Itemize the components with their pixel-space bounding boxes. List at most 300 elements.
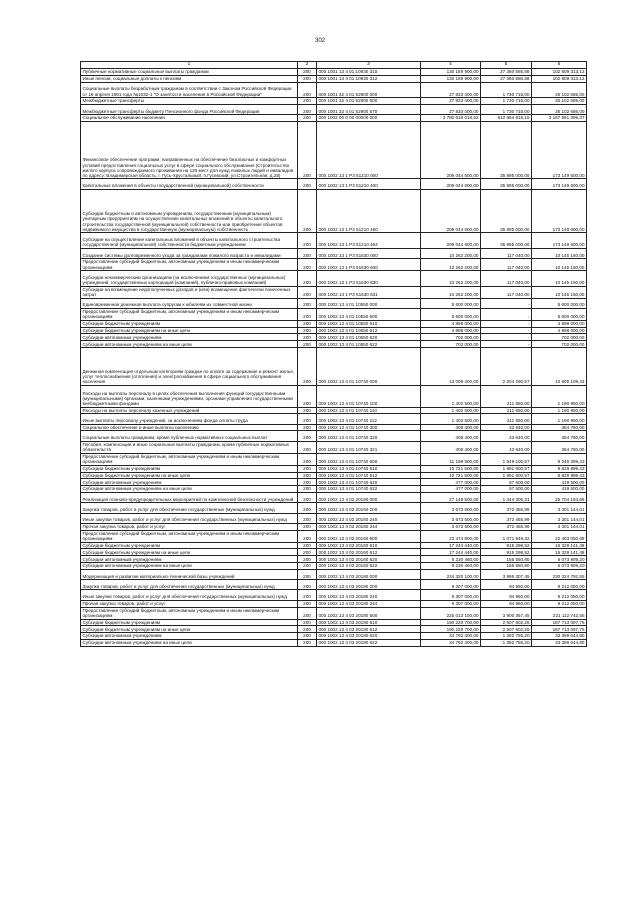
unexecuted-amount-cell: 187 713 097,75 xyxy=(532,626,587,633)
executed-amount-cell: 372 455,99 xyxy=(481,523,532,530)
executed-amount-cell: 1 730 715,00 xyxy=(481,98,532,105)
approved-amount-cell: 10 262 200,00 xyxy=(421,271,481,287)
table-row xyxy=(81,115,587,122)
budget-code-cell: 000 1002 13 1 P3 51210 460 xyxy=(317,189,421,233)
row-name-cell: Субсидии автономным учреждениям xyxy=(81,334,298,341)
table-row xyxy=(81,334,587,341)
row-name-cell: Предоставление субсидий бюджетным, автономным учреждениям и иным некоммерческим организациям xyxy=(81,453,298,465)
approved-amount-cell: 23 474 900,00 xyxy=(421,530,481,542)
table-row xyxy=(81,530,587,542)
budget-code-cell: 000 1002 13 4 03 20180 200 xyxy=(317,580,421,590)
approved-amount-cell: 5 600 000,00 xyxy=(421,298,481,308)
table-row xyxy=(81,453,587,465)
budget-code-cell: 000 1002 13 4 01 10740 300 xyxy=(317,424,421,431)
row-name-cell: Субсидии автономным учреждениям на иные цели xyxy=(81,341,298,348)
approved-amount-cell: 702 000,00 xyxy=(421,341,481,348)
approved-amount-cell: 11 198 500,00 xyxy=(421,453,481,465)
budget-code-cell: 000 1002 13 1 P3 51630 630 xyxy=(317,271,421,287)
table-row xyxy=(81,104,587,114)
budget-code-cell: 000 1002 13 4 02 20160 612 xyxy=(317,549,421,556)
executed-amount-cell: 117 040,00 xyxy=(481,259,532,271)
row-name-cell: Закупка товаров, работ и услуг для обеспечения государственных (муниципальных) нужд xyxy=(81,503,298,513)
executed-amount-cell: 372 455,99 xyxy=(481,503,532,513)
unexecuted-amount-cell: 1 190 950,00 xyxy=(532,414,587,424)
budget-code-cell: 000 1002 13 4 02 20160 240 xyxy=(317,513,421,523)
table-row xyxy=(81,479,587,486)
budget-code-cell: 000 1002 13 4 03 20180 600 xyxy=(317,607,421,619)
table-row xyxy=(81,590,587,600)
line-code-cell: 200 xyxy=(298,104,317,114)
line-code-cell: 200 xyxy=(298,75,317,82)
executed-amount-cell: 211 550,00 xyxy=(481,385,532,407)
line-code-cell: 200 xyxy=(298,569,317,579)
line-code-cell: 200 xyxy=(298,414,317,424)
budget-code-cell: 000 1002 13 4 02 20160 000 xyxy=(317,492,421,502)
column-number: 2 xyxy=(298,62,317,69)
unexecuted-amount-cell: 26 102 685,00 xyxy=(532,104,587,114)
executed-amount-cell: - xyxy=(481,327,532,334)
budget-code-cell: 000 1001 32 4 01 52900 000 xyxy=(317,82,421,98)
unexecuted-amount-cell: 364 760,00 xyxy=(532,441,587,453)
line-code-cell: 200 xyxy=(298,619,317,626)
unexecuted-amount-cell: 187 713 097,75 xyxy=(532,619,587,626)
line-code-cell: 200 xyxy=(298,549,317,556)
table-row xyxy=(81,563,587,570)
budget-code-cell: 000 1001 32 4 01 52900 500 xyxy=(317,98,421,105)
line-code-cell: 200 xyxy=(298,626,317,633)
unexecuted-amount-cell: 5 600 000,00 xyxy=(532,308,587,320)
budget-code-cell: 000 1002 13 4 03 20180 244 xyxy=(317,600,421,607)
unexecuted-amount-cell: 10 805 109,43 xyxy=(532,348,587,386)
row-name-cell: Предоставление субсидий бюджетным, автономным учреждениям и иным некоммерческим организациям xyxy=(81,530,298,542)
row-name-cell: Субсидии бюджетным учреждениям на иные цели xyxy=(81,472,298,479)
unexecuted-amount-cell: 173 149 600,00 xyxy=(532,179,587,189)
approved-amount-cell: 10 721 500,00 xyxy=(421,465,481,472)
unexecuted-amount-cell: 173 149 600,00 xyxy=(532,233,587,249)
executed-amount-cell: - xyxy=(481,334,532,341)
table-row xyxy=(81,580,587,590)
executed-amount-cell: 94 950,00 xyxy=(481,590,532,600)
row-name-cell: Расходы на выплаты персоналу казенных учреждений xyxy=(81,407,298,414)
approved-amount-cell: 9 307 000,00 xyxy=(421,590,481,600)
line-code-cell: 200 xyxy=(298,441,317,453)
budget-code-cell: 000 1002 13 4 01 10550 000 xyxy=(317,298,421,308)
row-name-cell: Социальные выплаты безработным гражданам в соответствии с Законом Российской Федерации от 19 апреля 1991 года №1032-1 "О занятости населения в Российской Федерации" xyxy=(81,82,298,98)
unexecuted-amount-cell: 5 600 000,00 xyxy=(532,298,587,308)
budget-code-cell: 000 1002 13 4 01 10740 612 xyxy=(317,472,421,479)
budget-code-cell: 000 1002 13 1 P3 51210 000 xyxy=(317,121,421,179)
row-name-cell: Иные выплаты персоналу учреждений, за исключением фонда оплаты труда xyxy=(81,414,298,424)
executed-amount-cell: - xyxy=(481,308,532,320)
approved-amount-cell: 6 230 460,00 xyxy=(421,563,481,570)
line-code-cell: 200 xyxy=(298,327,317,334)
budget-code-cell: 000 1002 00 0 00 00000 000 xyxy=(317,115,421,122)
row-name-cell: Закупка товаров, работ и услуг для обеспечения государственных (муниципальных) нужд xyxy=(81,580,298,590)
unexecuted-amount-cell: 10 145 160,00 xyxy=(532,286,587,298)
budget-code-cell: 000 1002 13 4 03 20180 000 xyxy=(317,569,421,579)
budget-code-cell: 000 1002 13 1 P3 51210 400 xyxy=(317,179,421,189)
table-row xyxy=(81,523,587,530)
table-row xyxy=(81,407,587,414)
line-code-cell: 200 xyxy=(298,348,317,386)
budget-code-cell: 000 1001 13 4 01 10930 310 xyxy=(317,69,421,76)
executed-amount-cell: 57 500,00 xyxy=(481,479,532,486)
budget-code-cell: 000 1002 13 4 01 10550 612 xyxy=(317,327,421,334)
executed-amount-cell: 1 730 715,00 xyxy=(481,82,532,98)
unexecuted-amount-cell: 16 329 141,48 xyxy=(532,549,587,556)
table-row xyxy=(81,542,587,549)
line-code-cell: 200 xyxy=(298,486,317,493)
executed-amount-cell: - xyxy=(481,341,532,348)
unexecuted-amount-cell: 4 898 000,00 xyxy=(532,320,587,327)
row-name-cell: Субсидии некоммерческим организациям (за исключением государственных (муниципальных) учреждений, государственных корпораций (компаний), публично-правовых компаний) xyxy=(81,271,298,287)
budget-code-cell: 000 1002 13 4 02 20160 200 xyxy=(317,503,421,513)
executed-amount-cell: 2 507 602,25 xyxy=(481,626,532,633)
column-number: 5 xyxy=(481,62,532,69)
approved-amount-cell: 408 400,00 xyxy=(421,441,481,453)
line-code-cell: 200 xyxy=(298,69,317,76)
table-row xyxy=(81,492,587,502)
executed-amount-cell: 612 664 919,15 xyxy=(481,115,532,122)
approved-amount-cell: 209 044 600,00 xyxy=(421,121,481,179)
budget-code-cell: 000 1002 13 4 01 10550 620 xyxy=(317,334,421,341)
line-code-cell: 200 xyxy=(298,115,317,122)
line-code-cell: 200 xyxy=(298,633,317,640)
approved-amount-cell: 10 262 200,00 xyxy=(421,248,481,258)
unexecuted-amount-cell: 102 809 313,12 xyxy=(532,75,587,82)
budget-code-cell: 000 1002 13 4 02 20160 600 xyxy=(317,530,421,542)
row-name-cell: Субсидии на возмещение недополученных доходов и (или) возмещение фактически понесенных затрат xyxy=(81,286,298,298)
executed-amount-cell: 1 949 100,57 xyxy=(481,453,532,465)
unexecuted-amount-cell: 4 898 000,00 xyxy=(532,327,587,334)
budget-code-cell: 000 1002 13 4 03 20180 240 xyxy=(317,590,421,600)
row-name-cell: Предоставление субсидий бюджетным, автономным учреждениям и иным некоммерческим организациям xyxy=(81,259,298,271)
line-code-cell: 200 xyxy=(298,320,317,327)
unexecuted-amount-cell: 9 212 050,00 xyxy=(532,600,587,607)
table-row xyxy=(81,385,587,407)
unexecuted-amount-cell: 173 149 600,00 xyxy=(532,189,587,233)
executed-amount-cell: 156 550,80 xyxy=(481,556,532,563)
budget-code-cell: 000 1002 13 4 01 10740 321 xyxy=(317,441,421,453)
unexecuted-amount-cell: 702 000,00 xyxy=(532,334,587,341)
row-name-cell: Прочая закупка товаров, работ и услуг xyxy=(81,600,298,607)
budget-code-cell: 000 1002 13 4 02 20160 620 xyxy=(317,556,421,563)
row-name-cell: Межбюджетные трансферты бюджету Пенсионного фонда Российской Федерации xyxy=(81,104,298,114)
unexecuted-amount-cell: 364 760,00 xyxy=(532,424,587,431)
row-name-cell: Субсидии бюджетным и автономным учреждениям, государственным (муниципальным) унитарным предприятиям на осуществление капитальных вложений в объекты капитального строительства государственной (муниципальной) собственности или приобретение объектов недвижимого имущества в государственную (муниципальную) собственность xyxy=(81,189,298,233)
unexecuted-amount-cell: 102 809 313,12 xyxy=(532,69,587,76)
line-code-cell: 200 xyxy=(298,98,317,105)
row-name-cell: Иные пенсии, социальные доплаты к пенсиям xyxy=(81,75,298,82)
unexecuted-amount-cell: 33 399 644,80 xyxy=(532,639,587,646)
unexecuted-amount-cell: 419 500,00 xyxy=(532,486,587,493)
line-code-cell: 200 xyxy=(298,492,317,502)
budget-code-cell: 000 1002 13 4 01 10740 100 xyxy=(317,385,421,407)
table-row xyxy=(81,298,587,308)
row-name-cell: Единовременная денежная выплата супругам к юбилеям их совместной жизни xyxy=(81,298,298,308)
row-name-cell: Создание системы долговременного ухода за гражданами пожилого возраста и инвалидами xyxy=(81,248,298,258)
line-code-cell: 200 xyxy=(298,503,317,513)
table-row xyxy=(81,320,587,327)
line-code-cell: 200 xyxy=(298,424,317,431)
line-code-cell: 200 xyxy=(298,334,317,341)
budget-code-cell: 000 1002 13 4 01 10740 622 xyxy=(317,486,421,493)
row-name-cell: Субсидии бюджетным учреждениям на иные цели xyxy=(81,626,298,633)
table-row xyxy=(81,259,587,271)
executed-amount-cell: 1 071 849,32 xyxy=(481,530,532,542)
executed-amount-cell: 1 392 755,20 xyxy=(481,639,532,646)
approved-amount-cell: 190 220 700,00 xyxy=(421,619,481,626)
table-row xyxy=(81,639,587,646)
executed-amount-cell: 1 444 305,31 xyxy=(481,492,532,502)
table-row xyxy=(81,233,587,249)
approved-amount-cell: 477 000,00 xyxy=(421,479,481,486)
executed-amount-cell: 915 298,52 xyxy=(481,549,532,556)
approved-amount-cell: 10 721 500,00 xyxy=(421,472,481,479)
page-number: 302 xyxy=(314,38,325,44)
budget-code-cell: 000 1002 13 4 01 10740 320 xyxy=(317,431,421,441)
row-name-cell: Социальное обеспечение и иные выплаты населению xyxy=(81,424,298,431)
approved-amount-cell: 34 792 400,00 xyxy=(421,639,481,646)
approved-amount-cell: 13 009 400,00 xyxy=(421,348,481,386)
unexecuted-amount-cell: 8 829 899,43 xyxy=(532,465,587,472)
table-row xyxy=(81,556,587,563)
approved-amount-cell: 190 220 700,00 xyxy=(421,626,481,633)
executed-amount-cell: 1 891 600,57 xyxy=(481,465,532,472)
table-row xyxy=(81,98,587,105)
unexecuted-amount-cell: 9 249 399,43 xyxy=(532,453,587,465)
row-name-cell: Модернизация и развитие материально-технической базы учреждений xyxy=(81,569,298,579)
row-name-cell: Прочая закупка товаров, работ и услуг xyxy=(81,523,298,530)
row-name-cell: Субсидии бюджетным учреждениям на иные цели xyxy=(81,549,298,556)
unexecuted-amount-cell: 230 324 792,55 xyxy=(532,569,587,579)
line-code-cell: 200 xyxy=(298,431,317,441)
table-row xyxy=(81,69,587,76)
table-row xyxy=(81,619,587,626)
budget-code-cell: 000 1002 13 4 01 10550 600 xyxy=(317,308,421,320)
executed-amount-cell: 372 455,99 xyxy=(481,513,532,523)
approved-amount-cell: 209 044 600,00 xyxy=(421,179,481,189)
executed-amount-cell: 117 040,00 xyxy=(481,248,532,258)
unexecuted-amount-cell: 221 112 742,55 xyxy=(532,607,587,619)
approved-amount-cell: 10 262 200,00 xyxy=(421,259,481,271)
executed-amount-cell: 117 040,00 xyxy=(481,271,532,287)
approved-amount-cell: 1 402 500,00 xyxy=(421,385,481,407)
row-name-cell: Предоставление субсидий бюджетным, автономным учреждениям и иным некоммерческим организациям xyxy=(81,607,298,619)
line-code-cell: 200 xyxy=(298,639,317,646)
approved-amount-cell: 3 673 600,00 xyxy=(421,523,481,530)
approved-amount-cell: 225 013 100,00 xyxy=(421,607,481,619)
unexecuted-amount-cell: 10 145 160,00 xyxy=(532,248,587,258)
line-code-cell: 200 xyxy=(298,179,317,189)
approved-amount-cell: 4 898 000,00 xyxy=(421,327,481,334)
row-name-cell: Субсидии автономным учреждениям xyxy=(81,556,298,563)
budget-code-cell: 000 1002 13 4 01 10740 000 xyxy=(317,348,421,386)
budget-code-cell: 000 1002 13 4 03 20180 620 xyxy=(317,633,421,640)
unexecuted-amount-cell: 702 000,00 xyxy=(532,341,587,348)
approved-amount-cell: 408 400,00 xyxy=(421,431,481,441)
table-row xyxy=(81,248,587,258)
executed-amount-cell: 94 950,00 xyxy=(481,580,532,590)
executed-amount-cell: 156 550,80 xyxy=(481,563,532,570)
executed-amount-cell: 211 550,00 xyxy=(481,407,532,414)
executed-amount-cell: 117 040,00 xyxy=(481,286,532,298)
unexecuted-amount-cell: 1 190 950,00 xyxy=(532,407,587,414)
executed-amount-cell: 43 640,00 xyxy=(481,441,532,453)
budget-code-cell: 000 1002 13 4 01 10740 112 xyxy=(317,414,421,424)
budget-code-cell: 000 1001 13 4 01 10930 312 xyxy=(317,75,421,82)
table-row xyxy=(81,431,587,441)
row-name-cell: Финансовое обеспечение программ, направленных на обеспечение безопасных и комфортных условий предоставления социальных услуг в сфере социального обслуживания (Строительство жилого корпуса сопровождаемого проживания на 130 мест для нужд пожилых людей и инвалидов по адресу: Владимирская область, г. Гусь-Хрустальный, п.Гусевский, ул.Строительная, д.28) xyxy=(81,121,298,179)
table-row xyxy=(81,82,587,98)
line-code-cell: 200 xyxy=(298,233,317,249)
executed-amount-cell: 2 507 602,25 xyxy=(481,619,532,626)
line-code-cell: 200 xyxy=(298,271,317,287)
budget-code-cell: 000 1002 13 4 03 20180 612 xyxy=(317,626,421,633)
executed-amount-cell: 211 550,00 xyxy=(481,414,532,424)
executed-amount-cell: 35 895 000,00 xyxy=(481,233,532,249)
line-code-cell: 200 xyxy=(298,407,317,414)
row-name-cell: Субсидии бюджетным учреждениям xyxy=(81,320,298,327)
line-code-cell: 200 xyxy=(298,465,317,472)
table-row xyxy=(81,271,587,287)
table-row xyxy=(81,607,587,619)
approved-amount-cell: 27 833 400,00 xyxy=(421,104,481,114)
line-code-cell: 200 xyxy=(298,248,317,258)
row-name-cell: Субсидии бюджетным учреждениям xyxy=(81,619,298,626)
table-row xyxy=(81,179,587,189)
column-number: 1 xyxy=(81,62,298,69)
row-name-cell: Денежная компенсация отдельным категориям граждан по оплате за содержание и ремонт жилья, услуг теплоснабжения (отопления) и электроснабжения в сфере социального обслуживания населения xyxy=(81,348,298,386)
row-name-cell: Пособия, компенсации и иные социальные выплаты гражданам, кроме публичных нормативных обязательств xyxy=(81,441,298,453)
approved-amount-cell: 3 673 600,00 xyxy=(421,503,481,513)
table-row xyxy=(81,414,587,424)
line-code-cell: 200 xyxy=(298,590,317,600)
approved-amount-cell: 6 230 460,00 xyxy=(421,556,481,563)
table-row xyxy=(81,600,587,607)
budget-code-cell: 000 1002 13 4 03 20180 622 xyxy=(317,639,421,646)
approved-amount-cell: 34 792 400,00 xyxy=(421,633,481,640)
approved-amount-cell: 17 244 440,00 xyxy=(421,542,481,549)
unexecuted-amount-cell: 419 500,00 xyxy=(532,479,587,486)
line-code-cell: 200 xyxy=(298,607,317,619)
budget-code-cell: 000 1002 13 4 01 10550 610 xyxy=(317,320,421,327)
table-row xyxy=(81,633,587,640)
budget-execution-table xyxy=(80,61,587,647)
row-name-cell: Межбюджетные трансферты xyxy=(81,98,298,105)
table-row xyxy=(81,75,587,82)
approved-amount-cell: 27 833 400,00 xyxy=(421,82,481,98)
unexecuted-amount-cell: 173 149 600,00 xyxy=(532,121,587,179)
executed-amount-cell: - xyxy=(481,298,532,308)
approved-amount-cell: 209 044 600,00 xyxy=(421,189,481,233)
unexecuted-amount-cell: 8 829 899,43 xyxy=(532,472,587,479)
unexecuted-amount-cell: 26 102 685,00 xyxy=(532,82,587,98)
row-name-cell: Субсидии бюджетным учреждениям xyxy=(81,542,298,549)
budget-code-cell: 000 1002 13 4 01 10740 110 xyxy=(317,407,421,414)
table-row xyxy=(81,424,587,431)
row-name-cell: Реализация планово-предупредительных мероприятий по комплексной безопасности учреждений xyxy=(81,492,298,502)
unexecuted-amount-cell: 16 329 141,48 xyxy=(532,542,587,549)
executed-amount-cell: 43 640,00 xyxy=(481,424,532,431)
line-code-cell: 200 xyxy=(298,341,317,348)
executed-amount-cell: 27 360 586,88 xyxy=(481,75,532,82)
approved-amount-cell: 5 600 000,00 xyxy=(421,308,481,320)
approved-amount-cell: 130 169 900,00 xyxy=(421,69,481,76)
unexecuted-amount-cell: 26 102 685,00 xyxy=(532,98,587,105)
line-code-cell: 200 xyxy=(298,563,317,570)
table-row xyxy=(81,121,587,179)
executed-amount-cell: 35 895 000,00 xyxy=(481,189,532,233)
line-code-cell: 200 xyxy=(298,259,317,271)
budget-code-cell: 000 1002 13 1 P3 51630 000 xyxy=(317,248,421,258)
unexecuted-amount-cell: 33 399 644,80 xyxy=(532,633,587,640)
unexecuted-amount-cell: 9 212 050,00 xyxy=(532,590,587,600)
budget-code-cell: 000 1002 13 4 03 20180 610 xyxy=(317,619,421,626)
line-code-cell: 200 xyxy=(298,189,317,233)
budget-code-cell: 000 1001 32 4 01 52900 570 xyxy=(317,104,421,114)
row-name-cell: Субсидии бюджетным учреждениям на иные цели xyxy=(81,327,298,334)
line-code-cell: 200 xyxy=(298,513,317,523)
line-code-cell: 200 xyxy=(298,385,317,407)
line-code-cell: 200 xyxy=(298,600,317,607)
table-row xyxy=(81,327,587,334)
approved-amount-cell: 1 402 500,00 xyxy=(421,407,481,414)
unexecuted-amount-cell: 9 212 050,00 xyxy=(532,580,587,590)
unexecuted-amount-cell: 3 301 144,01 xyxy=(532,523,587,530)
row-name-cell: Субсидии автономным учреждениям на иные цели xyxy=(81,563,298,570)
executed-amount-cell: 1 891 600,57 xyxy=(481,472,532,479)
budget-code-cell: 000 1002 13 1 P3 51630 631 xyxy=(317,286,421,298)
executed-amount-cell: 1 730 715,00 xyxy=(481,104,532,114)
executed-amount-cell: 35 895 000,00 xyxy=(481,179,532,189)
table-row xyxy=(81,348,587,386)
executed-amount-cell: 1 392 755,20 xyxy=(481,633,532,640)
approved-amount-cell: 209 044 600,00 xyxy=(421,233,481,249)
budget-code-cell: 000 1002 13 4 01 10740 620 xyxy=(317,479,421,486)
column-number: 3 xyxy=(317,62,421,69)
line-code-cell: 200 xyxy=(298,580,317,590)
row-name-cell: Субсидии автономным учреждениям xyxy=(81,633,298,640)
unexecuted-amount-cell: 6 073 909,20 xyxy=(532,556,587,563)
line-code-cell: 200 xyxy=(298,530,317,542)
unexecuted-amount-cell: 10 145 160,00 xyxy=(532,271,587,287)
unexecuted-amount-cell: 25 704 194,69 xyxy=(532,492,587,502)
row-name-cell: Иные закупки товаров, работ и услуг для обеспечения государственных (муниципальных) нужд xyxy=(81,513,298,523)
column-number: 6 xyxy=(532,62,587,69)
executed-amount-cell: 3 900 357,45 xyxy=(481,607,532,619)
table-row xyxy=(81,465,587,472)
budget-code-cell: 000 1002 13 4 01 10740 610 xyxy=(317,465,421,472)
approved-amount-cell: 17 244 440,00 xyxy=(421,549,481,556)
row-name-cell: Субсидии автономным учреждениям на иные цели xyxy=(81,639,298,646)
executed-amount-cell: 43 640,00 xyxy=(481,431,532,441)
row-name-cell: Субсидии на осуществление капитальных вложений в объекты капитального строительства государственной (муниципальной) собственности бюджетным учреждениям xyxy=(81,233,298,249)
approved-amount-cell: 408 400,00 xyxy=(421,424,481,431)
executed-amount-cell: 94 950,00 xyxy=(481,600,532,607)
approved-amount-cell: 9 307 000,00 xyxy=(421,580,481,590)
approved-amount-cell: 10 262 200,00 xyxy=(421,286,481,298)
approved-amount-cell: 27 833 400,00 xyxy=(421,98,481,105)
unexecuted-amount-cell: 22 403 050,68 xyxy=(532,530,587,542)
executed-amount-cell: 3 995 307,45 xyxy=(481,569,532,579)
unexecuted-amount-cell: 1 190 950,00 xyxy=(532,385,587,407)
line-code-cell: 200 xyxy=(298,523,317,530)
row-name-cell: Капитальные вложения в объекты государственной (муниципальной) собственности xyxy=(81,179,298,189)
approved-amount-cell: 27 148 500,00 xyxy=(421,492,481,502)
approved-amount-cell: 702 000,00 xyxy=(421,334,481,341)
column-number-row xyxy=(81,62,587,69)
